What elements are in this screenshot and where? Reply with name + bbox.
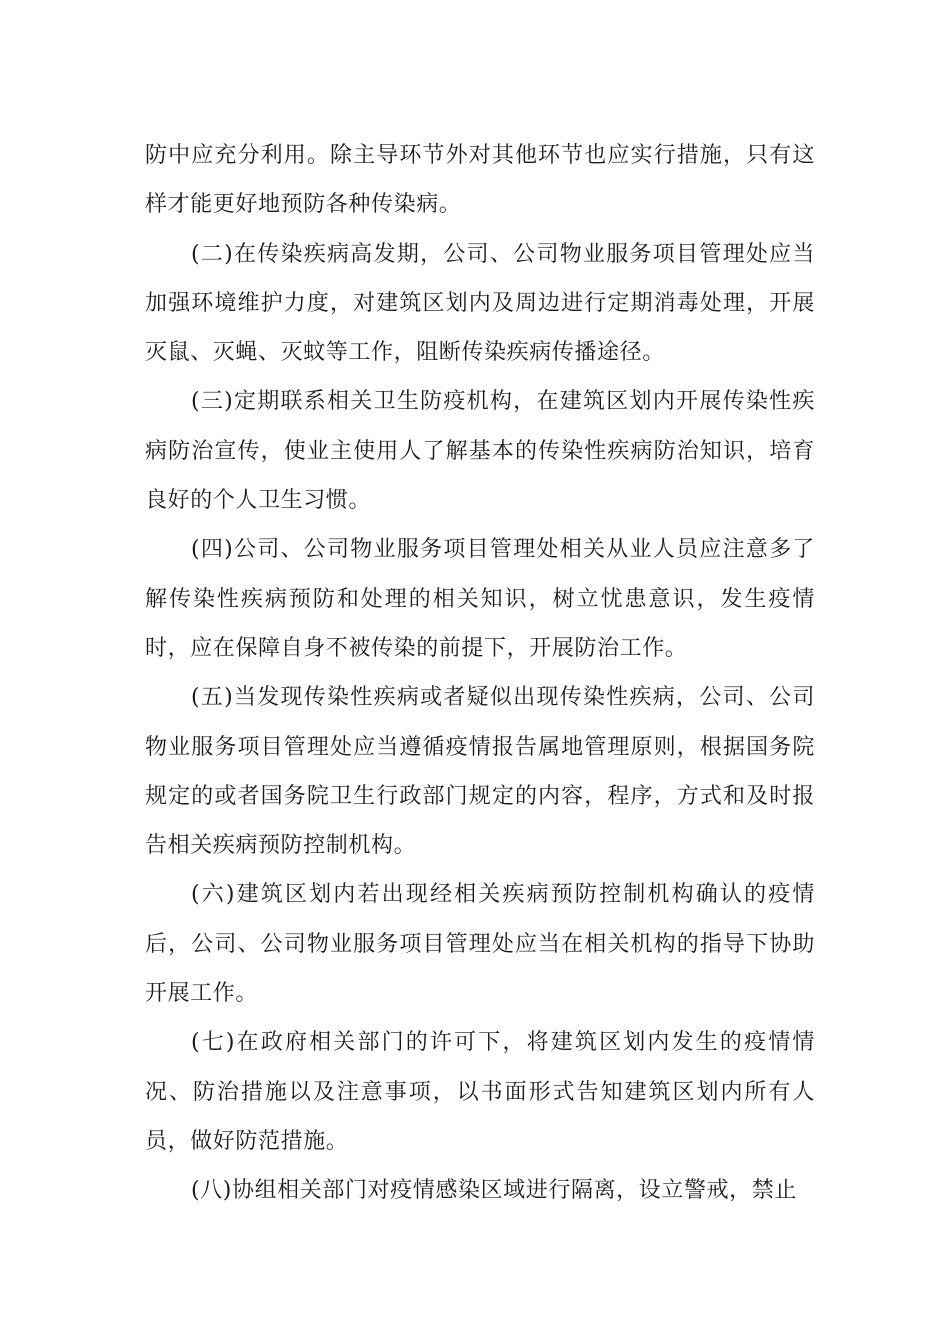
document-body (145, 131, 815, 1216)
paragraph-4: (四)公司、公司物业服务项目管理处相关从业人员应注意多了解传染性疾病预防和处理的相关知识，树立忧患意识，发生疫情时，应在保障自身不被传染的前提下，开展防治工作。 (145, 537, 815, 661)
paragraph-6: (六)建筑区划内若出现经相关疾病预防控制机构确认的疫情后，公司、公司物业服务项目管理处应当在相关机构的指导下协助开展工作。 (145, 882, 815, 1007)
paragraph-8: (八)协组相关部门对疫情感染区域进行隔离，设立警戒，禁止 (191, 1178, 797, 1204)
paragraph-continuation: 防中应充分利用。除主导环节外对其他环节也应实行措施，只有这样才能更好地预防各种传染病。 (145, 143, 815, 218)
paragraph-3: (三)定期联系相关卫生防疫机构，在建筑区划内开展传染性疾病防治宣传，使业主使用人了解基本的传染性疾病防治知识，培育良好的个人卫生习惯。 (145, 389, 815, 514)
paragraph-5: (五)当发现传染性疾病或者疑似出现传染性疾病，公司、公司物业服务项目管理处应当遵循疫情报告属地管理原则，根据国务院规定的或者国务院卫生行政部门规定的内容，程序，方式和及时报告相关疾病预防控制机构。 (145, 685, 815, 859)
paragraph-7: (七)在政府相关部门的许可下，将建筑区划内发生的疫情情况、防治措施以及注意事项，以书面形式告知建筑区划内所有人员，做好防范措施。 (145, 1030, 815, 1154)
paragraph-2: (二)在传染疾病高发期，公司、公司物业服务项目管理处应当加强环境维护力度，对建筑区划内及周边进行定期消毒处理，开展灭鼠、灭蝇、灭蚊等工作，阻断传染疾病传播途径。 (145, 241, 815, 366)
